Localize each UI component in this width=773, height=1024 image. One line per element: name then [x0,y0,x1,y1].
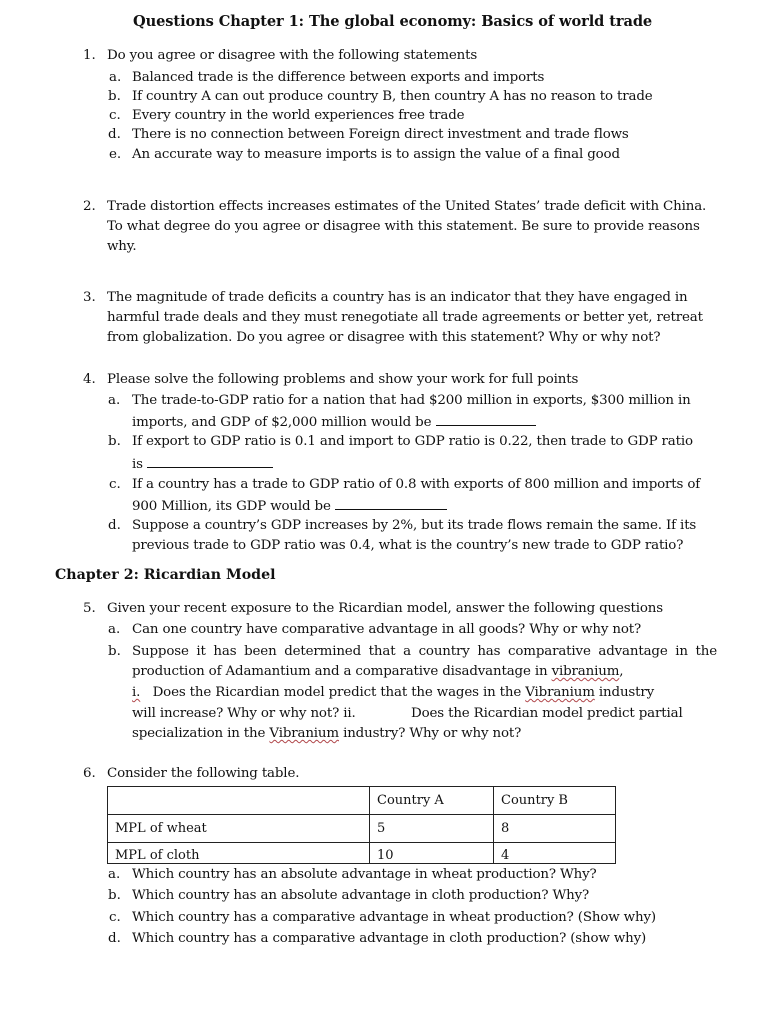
list-item-line: The trade-to-GDP ratio for a nation that had $200 million in exports, $300 million in [132,393,691,408]
item-label: d. [108,518,121,533]
list-item-line: previous trade to GDP ratio was 0.4, what is the country’s new trade to GDP ratio? [132,538,684,553]
list-item-line [132,497,447,514]
list-item: Every country in the world experiences free trade [132,108,465,123]
table-header-row [108,787,616,815]
table-row [108,815,616,843]
item-label: b. [108,434,121,449]
sub-item-line: will increase? Why or why not? ii. [132,706,356,721]
list-item-line: Suppose it has been determined that a country has comparative advantage in the [132,644,717,659]
sub-item-ii: Does the Ricardian model predict partial [411,706,683,721]
table-header-cell: Country B [494,787,616,815]
list-item-line: If export to GDP ratio is 0.1 and import to GDP ratio is 0.22, then trade to GDP ratio [132,434,693,449]
question-text: Do you agree or disagree with the following statements [107,48,478,63]
table-header-cell [108,787,370,815]
sub-item-i [132,685,654,700]
item-text: production of Adamantium and a comparative disadvantage in [132,664,552,679]
answer-blank[interactable] [436,413,536,426]
item-label: d. [108,127,121,142]
answer-blank[interactable] [335,497,447,510]
list-item-line: Suppose a country’s GDP increases by 2%, but its trade flows remain the same. If its [132,518,697,533]
item-text: industry [594,685,655,700]
list-item: There is no connection between Foreign direct investment and trade flows [132,127,629,142]
mpl-table [107,786,616,864]
question-number: 4. [83,372,96,387]
chapter-2-heading: Chapter 2: Ricardian Model [55,567,276,583]
list-item-line [132,413,536,430]
question-line: The magnitude of trade deficits a country has is an indicator that they have engaged in [107,290,688,305]
list-item-line [132,664,623,679]
question-number: 3. [83,290,96,305]
list-item: Which country has a comparative advantage in cloth production? (show why) [132,931,647,946]
item-label: a. [109,70,122,85]
item-text: , [619,664,624,679]
answer-blank[interactable] [147,455,273,468]
list-item: Balanced trade is the difference between exports and imports [132,70,545,85]
item-label: c. [109,910,121,925]
page-title: Questions Chapter 1: The global economy: Basics of world trade [133,13,653,30]
table-cell: MPL of wheat [108,815,370,843]
question-line: why. [107,239,137,254]
list-item: Which country has an absolute advantage in wheat production? Why? [132,867,597,882]
item-label: c. [109,108,121,123]
item-label: e. [109,147,122,162]
item-label: b. [108,888,121,903]
question-number: 2. [83,199,96,214]
list-item: If country A can out produce country B, then country A has no reason to trade [132,89,653,104]
spellcheck-word: Vibranium [525,685,595,700]
question-text: Consider the following table. [107,766,300,781]
item-text: imports, and GDP of $2,000 million would be [132,415,432,430]
question-line: harmful trade deals and they must renegotiate all trade agreements or better yet, retreat [107,310,703,325]
item-label: d. [108,931,121,946]
item-text: Does the Ricardian model predict that the wages in the [152,685,526,700]
question-number: 6. [83,766,96,781]
item-text: 900 Million, its GDP would be [132,499,331,514]
question-number: 1. [83,48,96,63]
question-line: from globalization. Do you agree or disagree with this statement? Why or why not? [107,330,661,345]
list-item: An accurate way to measure imports is to assign the value of a final good [132,147,620,162]
question-line: To what degree do you agree or disagree with this statement. Be sure to provide reasons [107,219,700,234]
list-item: Which country has an absolute advantage in cloth production? Why? [132,888,590,903]
question-text: Given your recent exposure to the Ricardian model, answer the following questions [107,601,663,616]
list-item-line [132,455,273,472]
item-text: specialization in the [132,726,270,741]
spellcheck-word: vibranium [551,664,620,679]
item-label: a. [108,393,121,408]
item-label: a. [108,622,121,637]
table-cell: 8 [494,815,616,843]
list-item-line: If a country has a trade to GDP ratio of 0.8 with exports of 800 million and imports of [132,477,701,492]
table-cell: MPL of cloth [108,843,370,864]
list-item: Which country has a comparative advantage in wheat production? (Show why) [132,910,656,925]
item-label: a. [108,867,121,882]
table-cell: 4 [494,843,616,864]
question-text: Please solve the following problems and show your work for full points [107,372,579,387]
item-text: industry? Why or why not? [338,726,522,741]
item-text: is [132,457,143,472]
table-cell: 5 [370,815,494,843]
sub-label: i. [132,685,141,700]
spellcheck-word: Vibranium [269,726,339,741]
table-cell: 10 [370,843,494,864]
table-row [108,843,616,864]
table-header-cell: Country A [370,787,494,815]
list-item: Can one country have comparative advantage in all goods? Why or why not? [132,622,642,637]
item-label: b. [108,89,121,104]
item-label: c. [109,477,121,492]
question-number: 5. [83,601,96,616]
item-label: b. [108,644,121,659]
question-line: Trade distortion effects increases estimates of the United States’ trade deficit with China. [107,199,707,214]
sub-item-line [132,726,521,741]
